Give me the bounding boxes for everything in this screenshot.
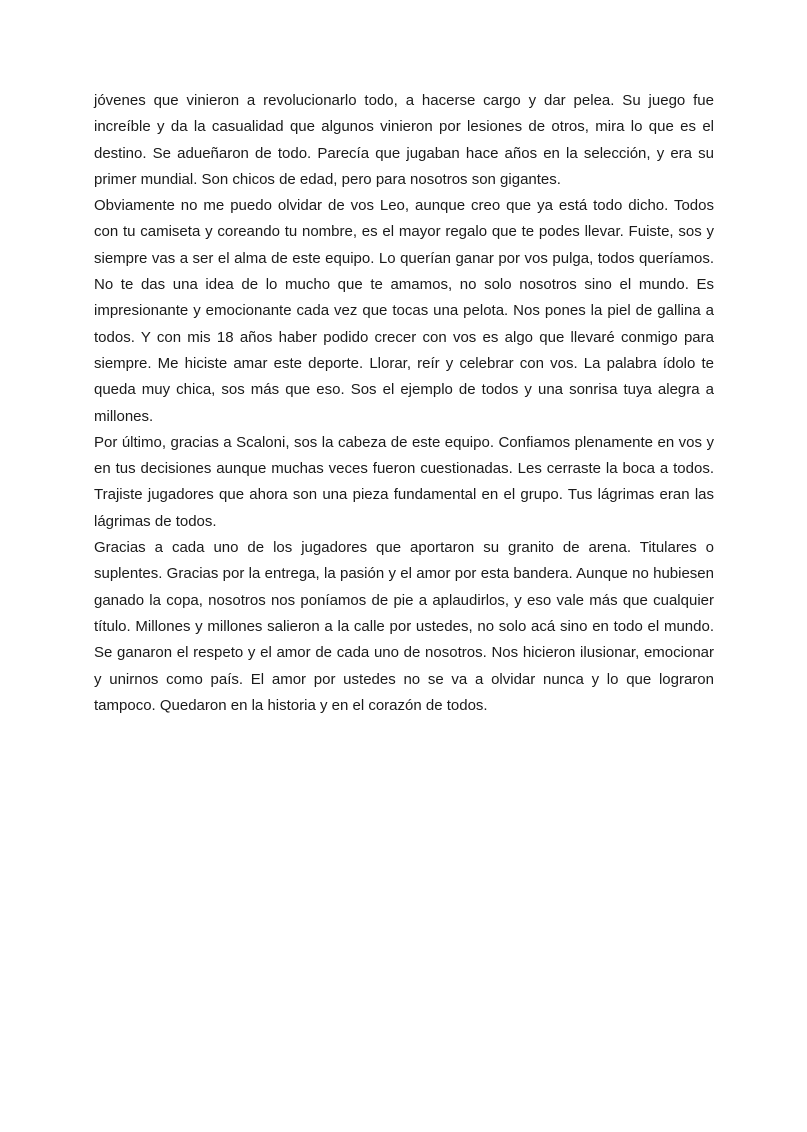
paragraph-players-thanks: Gracias a cada uno de los jugadores que aportaron su granito de arena. Titulares o suplentes. Gracias por la entrega, la pasión y el amor por esta bandera. Aunque no hubiesen ganado la copa, nosotros nos poníamos de pie a aplaudirlos, y eso vale más que cualquier título. Millones y millones salieron a la calle por ustedes, no solo acá sino en todo el mundo. Se ganaron el respeto y el amor de cada uno de nosotros. Nos hicieron ilusionar, emocionar y unirnos como país. El amor por ustedes no se va a olvidar nunca y lo que lograron tampoco. Quedaron en la historia y en el corazón de todos. bbox=[94, 539, 714, 714]
body-text bbox=[94, 88, 714, 719]
paragraph-scaloni: Por último, gracias a Scaloni, sos la cabeza de este equipo. Confiamos plenamente en vos y en tus decisiones aunque muchas veces fueron cuestionadas. Les cerraste la boca a todos. Trajiste jugadores que ahora son una pieza fundamental en el grupo. Tus lágrimas eran las lágrimas de todos. bbox=[94, 433, 714, 530]
paragraph-leo: Obviamente no me puedo olvidar de vos Leo, aunque creo que ya está todo dicho. Todos con tu camiseta y coreando tu nombre, es el mayor regalo que te podes llevar. Fuiste, sos y siempre vas a ser el alma de este equipo. Lo querían ganar por vos pulga, todos queríamos. No te das una idea de lo mucho que te amamos, no solo nosotros sino el mundo. Es impresionante y emocionante cada vez que tocas una pelota. Nos pones la piel de gallina a todos. Y con mis 18 años haber podido crecer con vos es algo que llevaré conmigo para siempre. Me hiciste amar este deporte. Llorar, reír y celebrar con vos. La palabra ídolo te queda muy chica, sos más que eso. Sos el ejemplo de todos y una sonrisa tuya alegra a millones. bbox=[94, 197, 714, 425]
paragraph-young-players: jóvenes que vinieron a revolucionarlo todo, a hacerse cargo y dar pelea. Su juego fue increíble y da la casualidad que algunos vinieron por lesiones de otros, mira lo que es el destino. Se adueñaron de todo. Parecía que jugaban hace años en la selección, y era su primer mundial. Son chicos de edad, pero para nosotros son gigantes. bbox=[94, 92, 714, 188]
